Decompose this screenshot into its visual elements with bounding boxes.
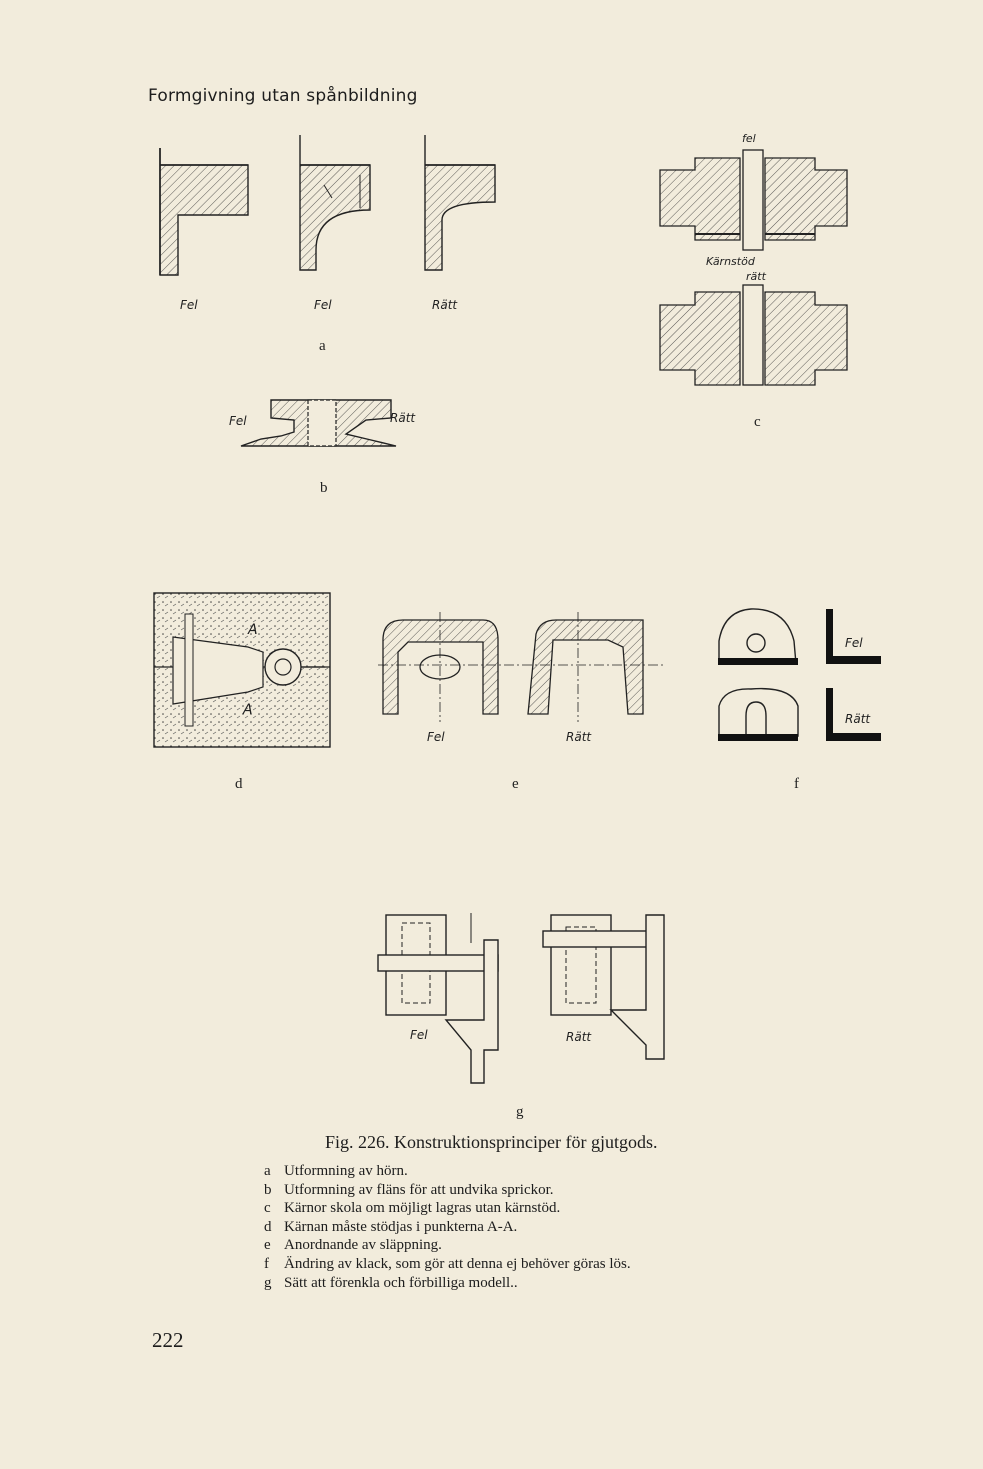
letter-c: c bbox=[754, 414, 761, 430]
page-number: 222 bbox=[152, 1328, 184, 1352]
legend-item: f Ändring av klack, som gör att denna ej behöver göras lös. bbox=[264, 1255, 631, 1272]
caption-legend bbox=[264, 1162, 631, 1292]
legend-item: a Utformning av hörn. bbox=[264, 1163, 408, 1179]
letter-d: d bbox=[235, 776, 243, 792]
label-c-fel: fel bbox=[742, 132, 756, 145]
letter-f: f bbox=[794, 776, 799, 792]
letter-g: g bbox=[516, 1104, 524, 1120]
figure-g bbox=[376, 905, 676, 1087]
legend-item: e Anordnande av släppning. bbox=[264, 1237, 442, 1254]
legend-item: b Utformning av fläns för att undvika sprickor. bbox=[264, 1181, 554, 1198]
svg-text:A: A bbox=[248, 622, 258, 638]
label-b-fel: Fel bbox=[229, 414, 247, 428]
letter-a: a bbox=[319, 338, 326, 354]
legend-item: g Sätt att förenkla och förbilliga modell.. bbox=[264, 1274, 518, 1291]
label-e-ratt: Rätt bbox=[566, 730, 592, 744]
legend-item: c Kärnor skola om möjligt lagras utan kärnstöd. bbox=[264, 1200, 561, 1217]
label-a-fel-1: Fel bbox=[180, 298, 198, 312]
letter-e: e bbox=[512, 776, 519, 792]
figure-b bbox=[236, 394, 406, 454]
label-c-karnstod: Kärnstöd bbox=[706, 255, 755, 268]
label-a-ratt: Rätt bbox=[432, 298, 458, 312]
label-f-ratt: Rätt bbox=[845, 712, 871, 726]
figure-c bbox=[655, 140, 855, 390]
label-g-ratt: Rätt bbox=[566, 1030, 592, 1044]
label-c-ratt: rätt bbox=[746, 270, 766, 283]
svg-text:A: A bbox=[243, 702, 253, 718]
running-header: Formgivning utan spånbildning bbox=[148, 86, 418, 106]
figure-a bbox=[150, 130, 510, 320]
label-b-ratt: Rätt bbox=[390, 411, 416, 425]
label-g-fel: Fel bbox=[410, 1028, 428, 1042]
figure-e bbox=[378, 612, 668, 722]
label-f-fel: Fel bbox=[845, 636, 863, 650]
legend-item: d Kärnan måste stödjas i punkterna A-A. bbox=[264, 1218, 518, 1235]
figure-caption: Fig. 226. Konstruktionsprinciper för gjutgods. bbox=[325, 1132, 658, 1152]
letter-b: b bbox=[320, 480, 328, 496]
figure-d bbox=[153, 592, 331, 748]
label-a-fel-2: Fel bbox=[314, 298, 332, 312]
label-e-fel: Fel bbox=[427, 730, 445, 744]
